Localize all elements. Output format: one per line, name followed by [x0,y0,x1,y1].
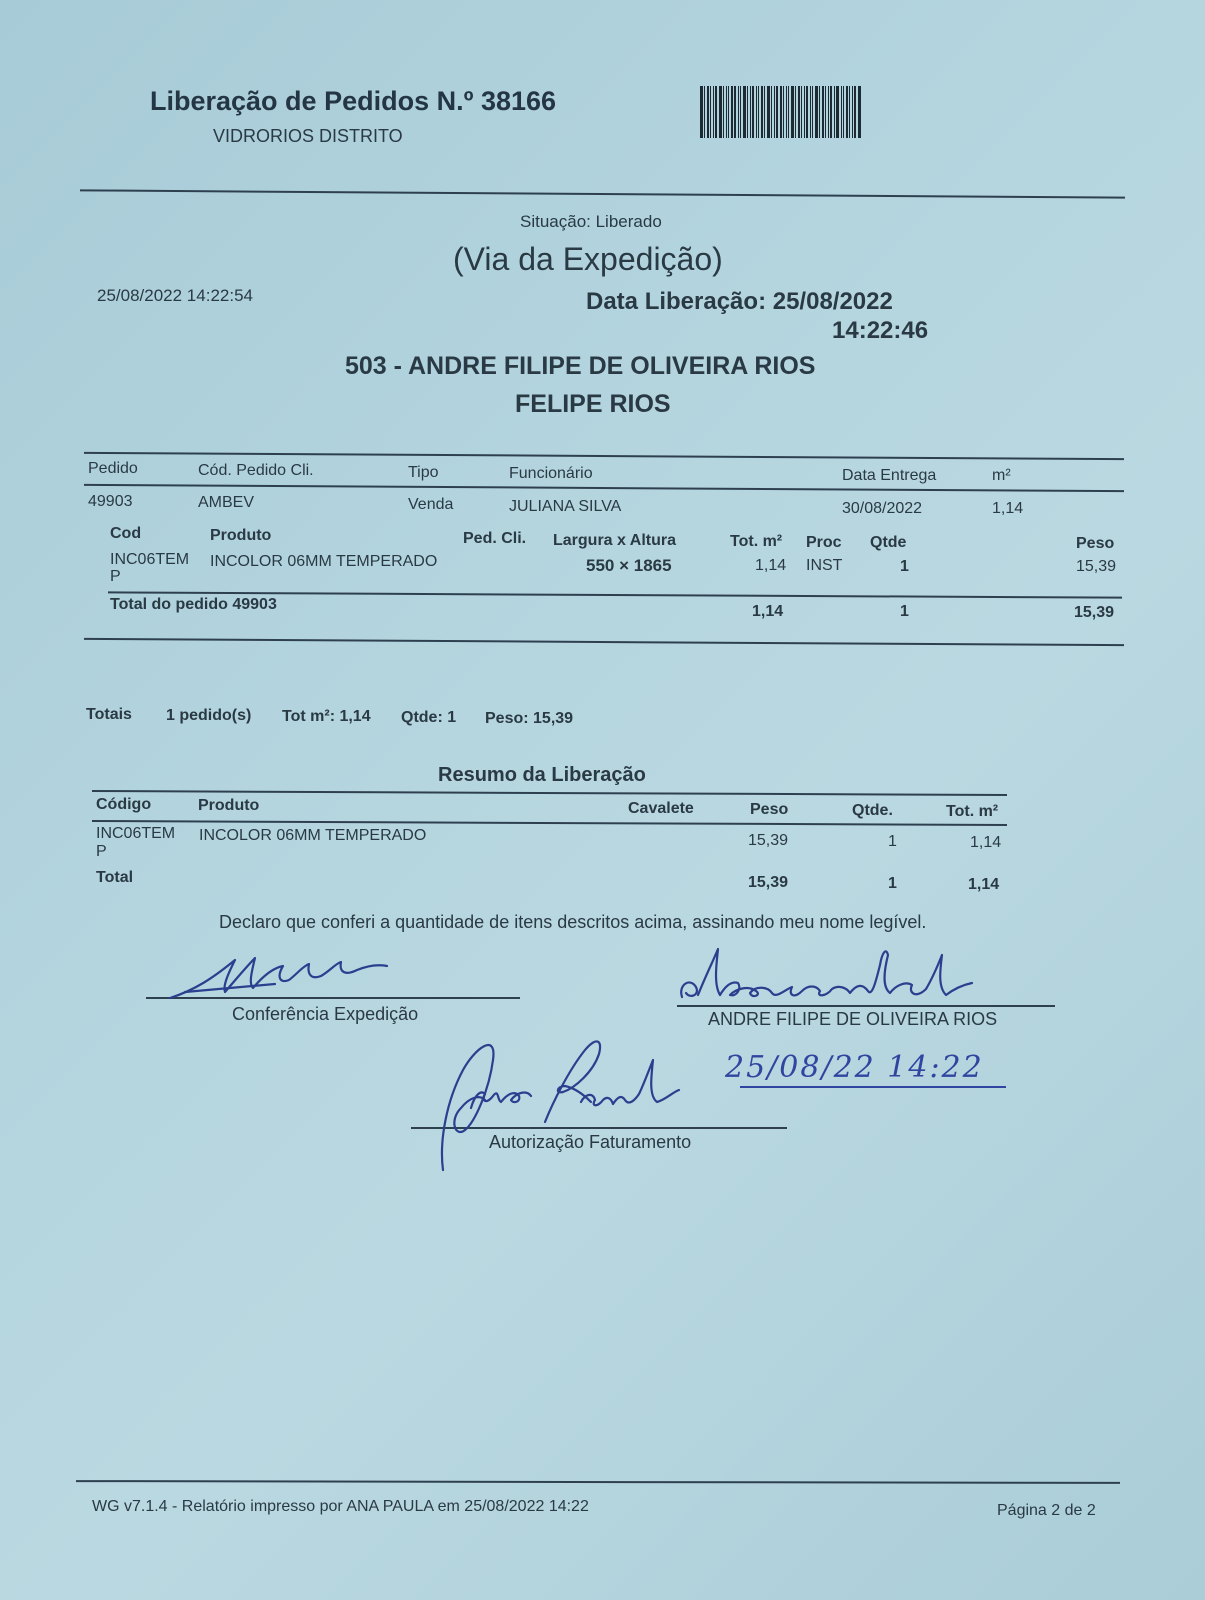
summary-top-line [92,790,1007,796]
barcode-bar [780,86,782,138]
order-table-header-line [84,484,1124,492]
signature-label-conferencia: Conferência Expedição [232,1004,419,1024]
footer-page-number: Página 2 de 2 [997,1502,1096,1519]
declaration-text: Declaro que conferi a quantidade de itens descritos acima, assinando meu nome legível. [219,912,927,932]
barcode-bar [798,86,800,138]
summary-total-peso: 15,39 [748,874,789,891]
handwritten-signature-autorizacao [435,1030,685,1180]
barcode-bar [783,86,784,138]
barcode-bar [830,86,832,138]
barcode-bar [825,86,826,138]
order-table-bottom-line [84,638,1124,646]
barcode-bar [828,86,829,138]
header-tipo: Tipo [408,464,439,481]
header-m2: m² [992,467,1011,484]
barcode-bar [810,86,811,138]
barcode-bar [822,86,824,138]
barcode-bar [707,86,709,138]
header-tot-m2: Tot. m² [730,533,783,550]
barcode-bar [846,86,848,138]
barcode-bar [801,86,802,138]
totals-label: Totais [86,706,132,723]
barcode-bar [738,86,739,138]
summary-header-peso: Peso [750,801,789,818]
barcode-bar [819,86,820,138]
summary-tot-m2: 1,14 [970,834,1002,851]
header-cod: Cod [110,525,142,542]
item-peso: 15,39 [1076,558,1117,575]
barcode-bar [834,86,835,138]
item-proc: INST [806,557,843,574]
barcode-bar [791,86,794,138]
barcode-bar [806,86,808,138]
totals-qtde: Qtde: 1 [401,709,457,726]
barcode-bar [841,86,842,138]
order-total-label: Total do pedido 49903 [110,596,277,613]
header-largura-altura: Largura x Altura [553,532,676,549]
barcode-bar [774,86,775,138]
barcode-bar [743,86,746,138]
header-produto: Produto [210,527,272,544]
item-tot-m2: 1,14 [755,557,787,574]
release-time: 14:22:46 [832,317,929,344]
barcode-bar [740,86,741,138]
summary-header-produto: Produto [198,797,260,814]
release-date: Data Liberação: 25/08/2022 [586,288,893,315]
barcode-icon [700,86,885,138]
barcode-bar [852,86,853,138]
company-name: VIDRORIOS DISTRITO [213,126,403,146]
barcode-bar [849,86,850,138]
barcode-bar [752,86,754,138]
barcode-bar [795,86,796,138]
row-m2: 1,14 [992,500,1024,517]
status-text: Situação: Liberado [520,212,662,231]
summary-header-codigo: Código [96,796,152,813]
handwritten-signature-conferencia [165,948,405,1003]
handwritten-date: 25/08/22 14:22 [725,1050,984,1085]
barcode-bar [836,86,839,138]
row-tipo: Venda [408,496,454,513]
barcode-bar [815,86,818,138]
header-cod-pedido-cli: Cód. Pedido Cli. [198,462,314,479]
barcode-bar [804,86,805,138]
barcode-bar [704,86,705,138]
item-dimensions: 550 × 1865 [586,556,672,575]
summary-codigo-line2: P [96,843,107,860]
summary-title: Resumo da Liberação [438,764,646,786]
summary-total-qtde: 1 [888,875,897,892]
via-label: (Via da Expedição) [453,241,723,277]
barcode-bar [734,86,736,138]
item-qtde: 1 [900,558,909,575]
barcode-bar [756,86,757,138]
barcode-bar [719,86,722,138]
barcode-bar [786,86,787,138]
totals-pedidos: 1 pedido(s) [166,707,252,724]
barcode-bar [758,86,759,138]
barcode-bar [858,86,861,138]
summary-peso: 15,39 [748,832,789,849]
header-data-entrega: Data Entrega [842,467,937,484]
summary-total-tot-m2: 1,14 [968,876,1000,893]
summary-total-label: Total [96,869,134,886]
signature-label-cliente: ANDRE FILIPE DE OLIVEIRA RIOS [708,1009,998,1029]
barcode-bar [750,86,751,138]
signature-label-autorizacao: Autorização Faturamento [489,1132,692,1152]
totals-peso: Peso: 15,39 [485,710,574,727]
order-total-peso: 15,39 [1074,604,1115,621]
footer-line [76,1480,1120,1484]
header-pedido: Pedido [88,460,138,477]
barcode-bar [771,86,772,138]
header-qtde: Qtde [870,534,907,551]
barcode-bar [854,86,856,138]
item-produto: INCOLOR 06MM TEMPERADO [210,553,438,570]
header-ped-cli: Ped. Cli. [463,530,527,547]
summary-qtde: 1 [888,833,897,850]
barcode-bar [728,86,729,138]
print-datetime: 25/08/2022 14:22:54 [97,286,253,305]
row-funcionario: JULIANA SILVA [509,498,622,515]
header-peso: Peso [1076,535,1115,552]
barcode-bar [812,86,813,138]
header-funcionario: Funcionário [509,465,593,482]
summary-header-qtde: Qtde. [852,802,893,819]
barcode-bar [713,86,714,138]
document-title: Liberação de Pedidos N.º 38166 [150,86,557,116]
client-name: 503 - ANDRE FILIPE DE OLIVEIRA RIOS [345,352,816,380]
order-table-top-line [84,452,1124,460]
barcode-bar [767,86,770,138]
summary-header-line [92,820,1007,825]
totals-tot-m2: Tot m²: 1,14 [282,708,371,725]
row-pedido: 49903 [88,493,133,510]
item-cod-line2: P [110,568,121,585]
header-proc: Proc [806,534,842,551]
client-nickname: FELIPE RIOS [515,390,671,418]
handwritten-signature-cliente [676,945,976,1007]
summary-header-cavalete: Cavalete [628,800,694,817]
barcode-bar [761,86,763,138]
summary-header-tot-m2: Tot. m² [946,803,999,820]
summary-codigo-line1: INC06TEM [96,825,176,842]
barcode-bar [715,86,717,138]
barcode-bar [723,86,724,138]
header-divider [80,189,1125,198]
order-total-qtde: 1 [900,603,909,620]
summary-produto: INCOLOR 06MM TEMPERADO [199,827,427,844]
barcode-bar [764,86,765,138]
barcode-bar [788,86,789,138]
item-cod-line1: INC06TEM [110,551,190,568]
barcode-bar [726,86,727,138]
footer-printed-by: WG v7.1.4 - Relatório impresso por ANA PAULA em 25/08/2022 14:22 [92,1498,589,1515]
row-cod-pedido-cli: AMBEV [198,494,255,511]
barcode-bar [731,86,733,138]
row-data-entrega: 30/08/2022 [842,500,923,517]
barcode-bar [776,86,778,138]
handwritten-date-underline [740,1086,1006,1088]
order-total-m2: 1,14 [752,603,784,620]
barcode-bar [747,86,748,138]
barcode-bar [843,86,844,138]
barcode-bar [710,86,711,138]
barcode-bar [700,86,703,138]
